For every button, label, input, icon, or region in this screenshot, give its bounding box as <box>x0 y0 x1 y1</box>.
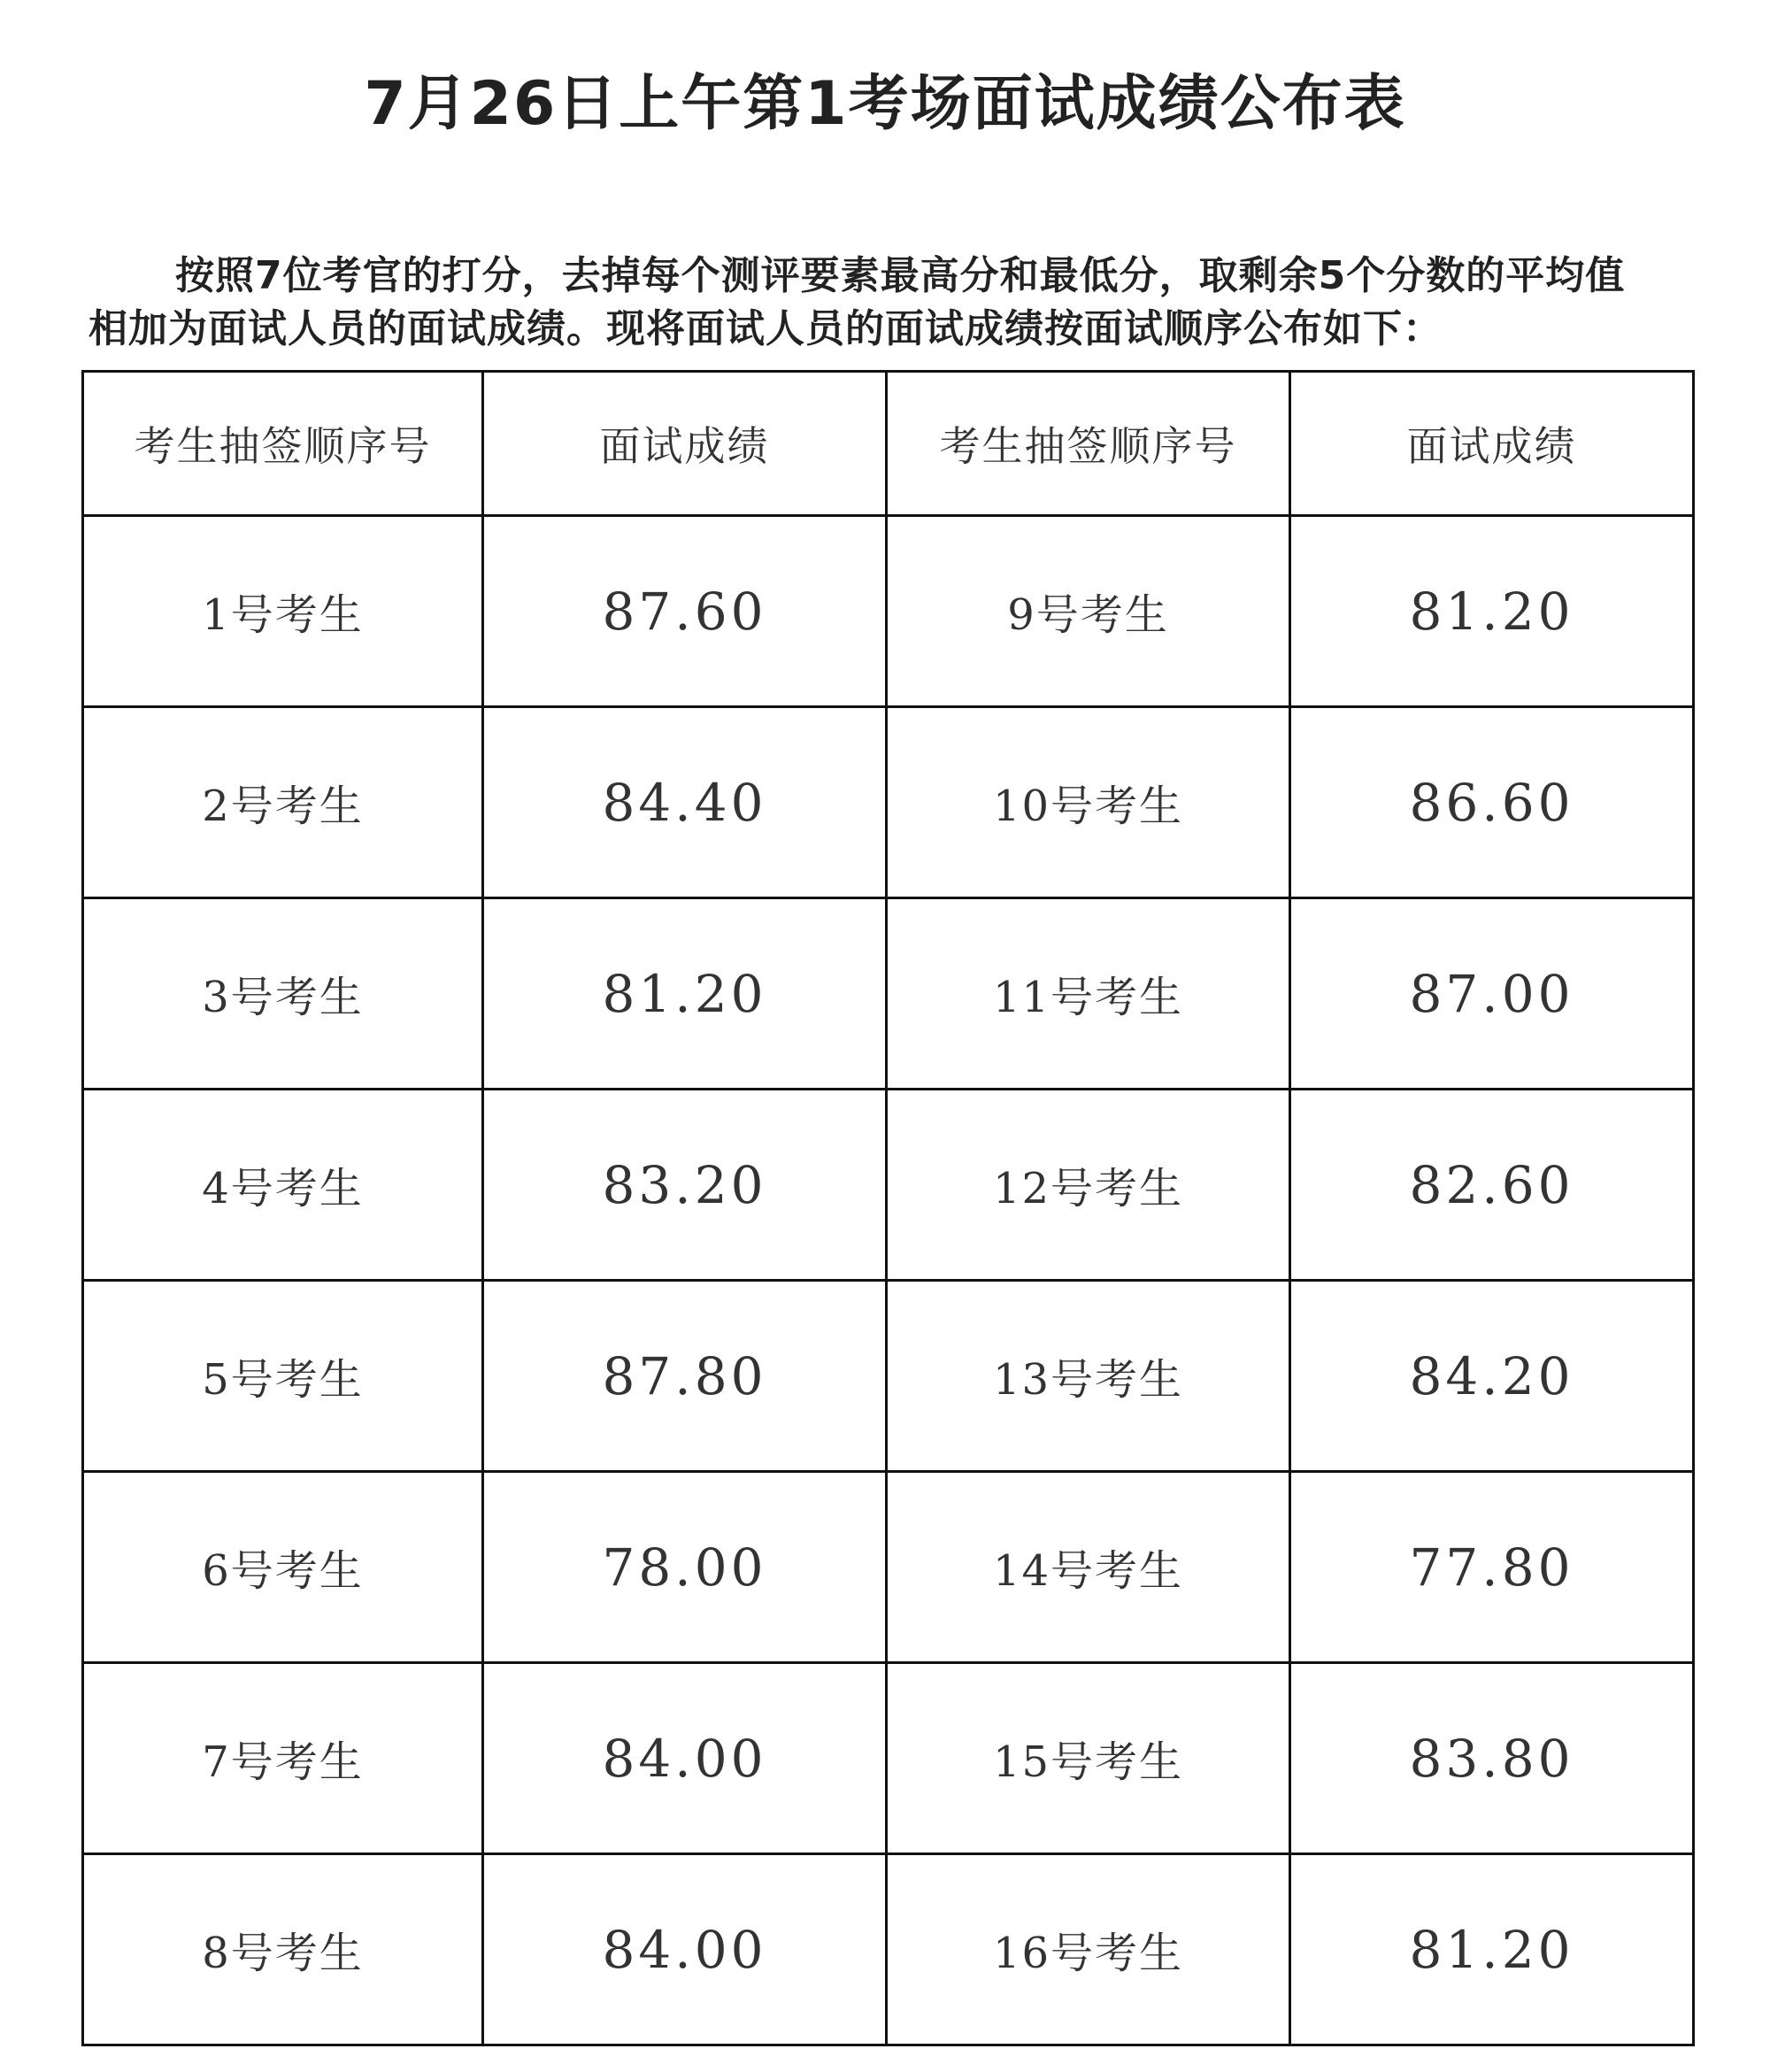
score-cell: 84.20 <box>1290 1281 1694 1472</box>
candidate-cell: 15号考生 <box>887 1663 1290 1854</box>
table-row <box>83 1281 1694 1472</box>
candidate-cell: 8号考生 <box>83 1854 483 2045</box>
candidate-cell: 9号考生 <box>887 516 1290 707</box>
candidate-cell: 2号考生 <box>83 707 483 898</box>
score-cell: 83.20 <box>483 1090 887 1281</box>
score-cell: 82.60 <box>1290 1090 1694 1281</box>
score-cell: 81.20 <box>1290 1854 1694 2045</box>
header-candidate-number-left: 考生抽签顺序号 <box>83 372 483 516</box>
intro-paragraph: 按照7位考官的打分，去掉每个测评要素最高分和最低分，取剩余5个分数的平均值相加为面试人员的面试成绩。现将面试人员的面试成绩按面试顺序公布如下： <box>88 253 1626 351</box>
score-table <box>81 370 1695 2046</box>
score-cell: 77.80 <box>1290 1472 1694 1663</box>
score-cell: 81.20 <box>483 898 887 1090</box>
candidate-cell: 13号考生 <box>887 1281 1290 1472</box>
candidate-cell: 5号考生 <box>83 1281 483 1472</box>
candidate-cell: 12号考生 <box>887 1090 1290 1281</box>
candidate-cell: 7号考生 <box>83 1663 483 1854</box>
header-score-left: 面试成绩 <box>483 372 887 516</box>
candidate-cell: 10号考生 <box>887 707 1290 898</box>
table-row <box>83 707 1694 898</box>
header-score-right: 面试成绩 <box>1290 372 1694 516</box>
score-cell: 81.20 <box>1290 516 1694 707</box>
table-row <box>83 1472 1694 1663</box>
candidate-cell: 16号考生 <box>887 1854 1290 2045</box>
score-cell: 87.80 <box>483 1281 887 1472</box>
page-title: 7月26日上午第1考场面试成绩公布表 <box>364 68 1406 139</box>
candidate-cell: 6号考生 <box>83 1472 483 1663</box>
table-row <box>83 1663 1694 1854</box>
table-row <box>83 898 1694 1090</box>
score-cell: 87.00 <box>1290 898 1694 1090</box>
score-cell: 84.00 <box>483 1663 887 1854</box>
score-cell: 87.60 <box>483 516 887 707</box>
score-cell: 86.60 <box>1290 707 1694 898</box>
table-row <box>83 1090 1694 1281</box>
candidate-cell: 3号考生 <box>83 898 483 1090</box>
table-row <box>83 516 1694 707</box>
candidate-cell: 14号考生 <box>887 1472 1290 1663</box>
header-candidate-number-right: 考生抽签顺序号 <box>887 372 1290 516</box>
score-cell: 83.80 <box>1290 1663 1694 1854</box>
candidate-cell: 4号考生 <box>83 1090 483 1281</box>
candidate-cell: 11号考生 <box>887 898 1290 1090</box>
score-cell: 84.00 <box>483 1854 887 2045</box>
table-row <box>83 1854 1694 2045</box>
candidate-cell: 1号考生 <box>83 516 483 707</box>
score-cell: 78.00 <box>483 1472 887 1663</box>
score-cell: 84.40 <box>483 707 887 898</box>
table-header-row <box>83 372 1694 516</box>
